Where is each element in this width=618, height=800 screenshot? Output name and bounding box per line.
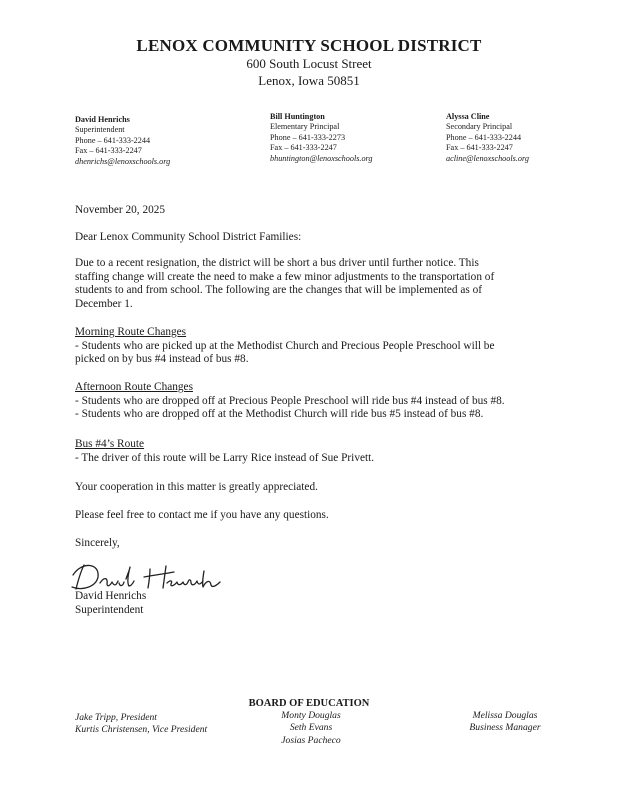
district-name: LENOX COMMUNITY SCHOOL DISTRICT xyxy=(136,36,482,55)
intro-line: Due to a recent resignation, the district will be short a bus driver until further notice. This xyxy=(75,257,479,269)
contact-elementary-principal xyxy=(270,112,373,164)
afternoon-line: - Students who are dropped off at Precious People Preschool will ride bus #4 instead of bus #8. xyxy=(75,394,505,407)
letter-date: November 20, 2025 xyxy=(75,204,166,216)
board-officers xyxy=(75,712,207,737)
board-members xyxy=(250,710,372,747)
contact-title: Elementary Principal xyxy=(270,122,340,132)
board-member: Josias Pacheco xyxy=(281,734,341,746)
contact-phone: Phone – 641-333-2244 xyxy=(75,135,151,145)
contact-email: dhenrichs@lenoxschools.org xyxy=(75,156,171,166)
letter-salutation: Dear Lenox Community School District Families: xyxy=(75,231,302,243)
bus-heading: Bus #4’s Route xyxy=(75,438,145,450)
afternoon-heading: Afternoon Route Changes xyxy=(75,381,193,393)
contact-me-text: Please feel free to contact me if you have any questions. xyxy=(75,509,329,521)
morning-section xyxy=(75,326,555,367)
district-street: 600 South Locust Street xyxy=(246,56,372,71)
board-member: Kurtis Christensen, Vice President xyxy=(75,724,208,736)
manager-name: Melissa Douglas xyxy=(472,710,538,721)
intro-line: students to and from school. The following are the changes that will be implemented as of xyxy=(75,284,483,297)
business-manager xyxy=(440,710,570,735)
contact-name: Alyssa Cline xyxy=(446,112,490,121)
contact-phone: Phone – 641-333-2273 xyxy=(270,132,346,142)
contact-phone: Phone – 641-333-2244 xyxy=(446,132,522,142)
board-member: Monty Douglas xyxy=(281,710,341,721)
signer-block xyxy=(75,590,555,617)
contact-email: acline@lenoxschools.org xyxy=(446,153,529,163)
contact-name: Bill Huntington xyxy=(270,112,325,121)
contact-fax: Fax – 641-333-2247 xyxy=(75,146,142,156)
cooperation-text: Your cooperation in this matter is greatly appreciated. xyxy=(75,481,318,493)
contact-name: David Henrichs xyxy=(75,115,130,124)
intro-line: December 1. xyxy=(75,297,133,310)
contact-superintendent xyxy=(75,115,170,167)
contact-fax: Fax – 641-333-2247 xyxy=(446,143,513,153)
board-member: Seth Evans xyxy=(289,722,333,734)
board-member: Jake Tripp, President xyxy=(75,712,157,723)
contact-title: Superintendent xyxy=(75,125,125,135)
manager-title: Business Manager xyxy=(469,722,541,734)
board-title: BOARD OF EDUCATION xyxy=(248,698,370,709)
afternoon-section xyxy=(75,381,555,422)
morning-line: picked on by bus #4 instead of bus #8. xyxy=(75,353,249,366)
morning-heading: Morning Route Changes xyxy=(75,326,187,338)
district-city: Lenox, Iowa 50851 xyxy=(258,73,360,88)
bus-section xyxy=(75,438,555,465)
signer-title: Superintendent xyxy=(75,603,144,616)
afternoon-line: - Students who are dropped off at the Methodist Church will ride bus #5 instead of bus #8. xyxy=(75,408,484,421)
contact-fax: Fax – 641-333-2247 xyxy=(270,143,337,153)
closing-text: Sincerely, xyxy=(75,537,120,549)
contact-secondary-principal xyxy=(446,112,529,164)
contact-title: Secondary Principal xyxy=(446,122,513,132)
signer-name: David Henrichs xyxy=(75,590,147,602)
contact-email: bhuntington@lenoxschools.org xyxy=(270,153,373,163)
intro-paragraph xyxy=(75,257,555,311)
morning-line: - Students who are picked up at the Methodist Church and Precious People Preschool will be xyxy=(75,339,495,352)
intro-line: staffing change will create the need to make a few minor adjustments to the transportation of xyxy=(75,270,495,283)
bus-line: - The driver of this route will be Larry Rice instead of Sue Privett. xyxy=(75,451,375,464)
